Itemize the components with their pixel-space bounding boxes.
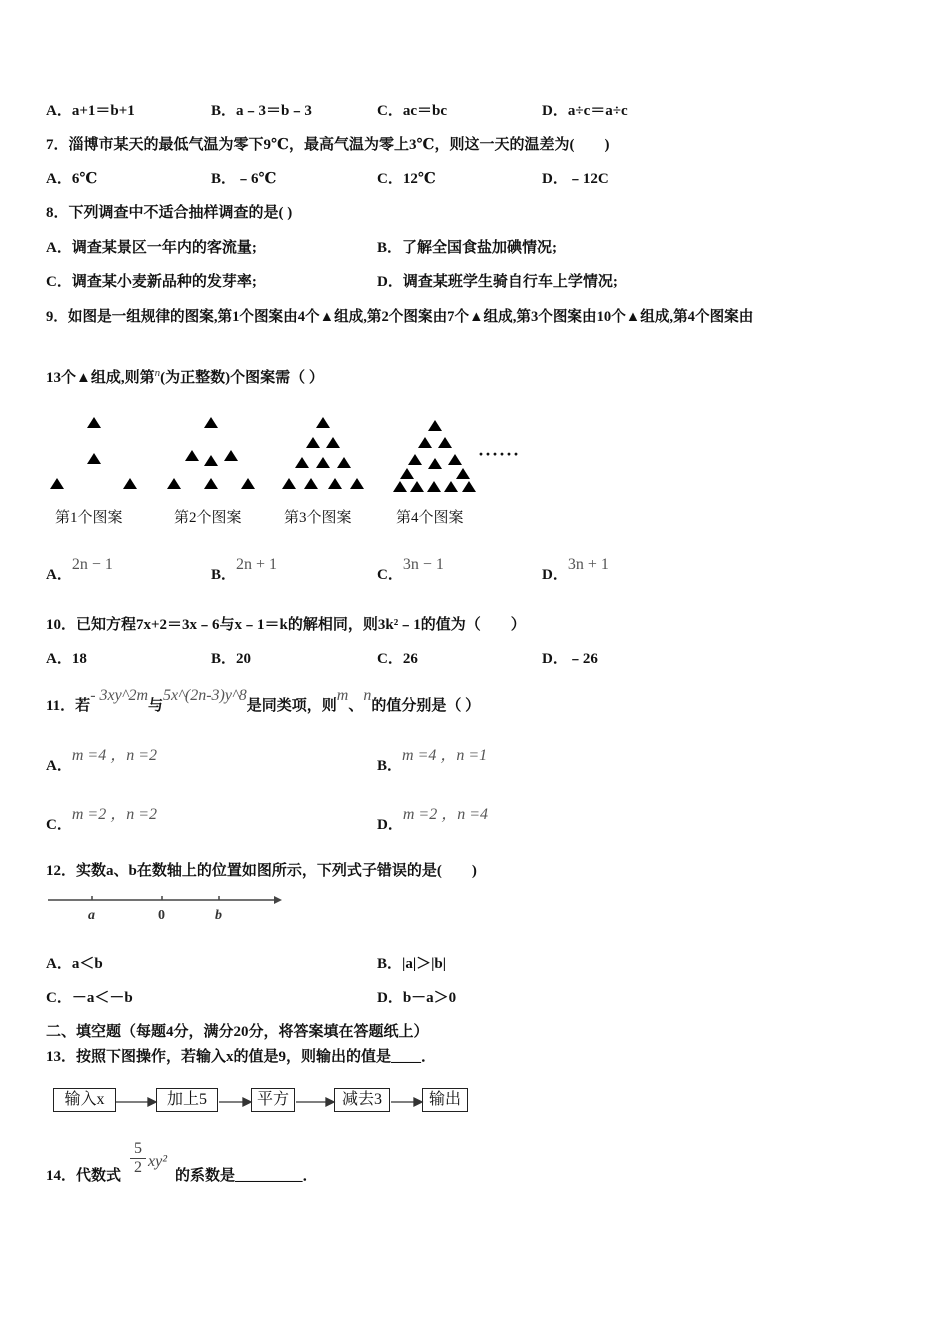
q11-stem: 11．若- 3xy^2m与5x^(2n-3)y^8是同类项，则m、n的值分别是（ ） (46, 687, 481, 714)
flow-box-sub3: 减去3 (334, 1088, 390, 1112)
triangle-icon (418, 437, 432, 448)
triangle-icon (304, 478, 318, 489)
triangle-icon (316, 417, 330, 428)
triangle-icon (306, 437, 320, 448)
triangle-icon (204, 455, 218, 466)
triangle-icon (204, 478, 218, 489)
q8-option-a: A．调查某景区一年内的客流量; (46, 240, 257, 256)
q10-option-d: D．﹣26 (542, 651, 598, 667)
triangle-icon (241, 478, 255, 489)
q10-option-a: A．18 (46, 651, 87, 667)
triangle-icon (224, 450, 238, 461)
q11-option-c: C．m =2 ，n =2 (46, 806, 157, 833)
pattern-caption-4: 第4个图案 (396, 510, 464, 526)
triangle-icon (428, 458, 442, 469)
arrow-right-icon (148, 1098, 156, 1106)
triangle-icon (350, 478, 364, 489)
axis-label-a: a (88, 908, 95, 923)
q14-expression: xy² (148, 1153, 167, 1170)
triangle-icon (50, 478, 64, 489)
triangle-icon (427, 481, 441, 492)
q6-option-a: A．a+1＝b+1 (46, 103, 135, 119)
triangle-icon (438, 437, 452, 448)
q11-term1: - 3xy^2m (90, 687, 149, 704)
triangle-icon (87, 417, 101, 428)
q14-denominator: 2 (130, 1158, 146, 1177)
triangle-icon (87, 453, 101, 464)
q14-fraction (130, 1140, 146, 1177)
triangle-icon (328, 478, 342, 489)
q6-option-c: C．ac＝bc (377, 103, 448, 119)
triangle-icon (204, 417, 218, 428)
q9-option-c: C．3n − 1 (377, 556, 444, 583)
q9-stem-line2: 13个▲组成,则第$^n$(为正整数)个图案需（ ） (46, 367, 324, 386)
q12-option-d: D．b－a＞0 (377, 990, 457, 1006)
flow-box-output: 输出 (422, 1088, 468, 1112)
arrow-right-icon (326, 1098, 334, 1106)
q12-option-a: A．a＜b (46, 956, 103, 972)
flow-box-add5: 加上5 (156, 1088, 218, 1112)
pattern-caption-3: 第3个图案 (284, 510, 352, 526)
q6-option-b: B．a﹣3＝b﹣3 (211, 103, 312, 119)
triangle-icon (456, 468, 470, 479)
flow-arrows (0, 1090, 480, 1114)
flow-box-square: 平方 (251, 1088, 295, 1112)
triangle-icon (410, 481, 424, 492)
flow-box-input: 输入x (53, 1088, 116, 1112)
q11-option-b: B．m =4 ，n =1 (377, 747, 488, 774)
triangle-icon (428, 420, 442, 431)
triangle-icon (462, 481, 476, 492)
pattern-caption-2: 第2个图案 (174, 510, 242, 526)
q12-stem: 12．实数a、b在数轴上的位置如图所示，下列式子错误的是( ) (46, 863, 477, 879)
q11-option-a: A．m =4 ，n =2 (46, 747, 157, 774)
q7-option-d: D．﹣12C (542, 171, 609, 187)
pattern-ellipsis: ······ (478, 444, 521, 464)
q13-stem: 13．按照下图操作，若输入x的值是9，则输出的值是____． (46, 1049, 437, 1065)
q9-stem-line1: 9．如图是一组规律的图案,第1个图案由4个▲组成,第2个图案由7个▲组成,第3个图案由10个▲组成,第4个图案由 (46, 309, 754, 325)
q8-option-d: D．调查某班学生骑自行车上学情况; (377, 274, 618, 290)
q8-option-b: B．了解全国食盐加碘情况; (377, 240, 558, 256)
triangle-icon (337, 457, 351, 468)
triangle-icon (408, 454, 422, 465)
triangle-icon (393, 481, 407, 492)
pattern-caption-1: 第1个图案 (55, 510, 123, 526)
q6-option-d: D．a÷c＝a÷c (542, 103, 628, 119)
triangle-icon (400, 468, 414, 479)
triangle-icon (123, 478, 137, 489)
triangle-icon (448, 454, 462, 465)
q7-stem: 7．淄博市某天的最低气温为零下9℃，最高气温为零上3℃，则这一天的温差为( ) (46, 137, 610, 153)
q12-option-b: B．|a|＞|b| (377, 956, 447, 972)
arrow-right-icon (414, 1098, 422, 1106)
q8-option-c: C．调查某小麦新品种的发芽率; (46, 274, 257, 290)
arrow-right-icon (243, 1098, 251, 1106)
triangle-icon (326, 437, 340, 448)
q7-option-a: A．6℃ (46, 171, 98, 187)
triangle-icon (185, 450, 199, 461)
q14-prefix: 14．代数式 (46, 1168, 122, 1184)
number-line-arrow-icon (274, 896, 282, 904)
q7-option-c: C．12℃ (377, 171, 436, 187)
axis-label-0: 0 (158, 908, 165, 923)
q10-option-c: C．26 (377, 651, 418, 667)
q14-suffix: 的系数是_________． (175, 1168, 318, 1184)
q14-numerator: 5 (134, 1140, 142, 1157)
q12-option-c: C．－a＜－b (46, 990, 133, 1006)
q11-option-d: D．m =2 ，n =4 (377, 806, 488, 833)
triangle-icon (316, 457, 330, 468)
number-line-figure (44, 890, 294, 926)
triangle-icon (282, 478, 296, 489)
triangle-icon (295, 457, 309, 468)
q9-option-b: B．2n + 1 (211, 556, 278, 583)
q10-option-b: B．20 (211, 651, 252, 667)
section2-heading: 二、填空题（每题4分，满分20分，将答案填在答题纸上） (46, 1024, 429, 1040)
q8-stem: 8．下列调查中不适合抽样调查的是( ) (46, 205, 293, 221)
triangle-icon (444, 481, 458, 492)
q9-option-a: A．2n − 1 (46, 556, 113, 583)
q9-option-d: D．3n + 1 (542, 556, 609, 583)
axis-label-b: b (215, 908, 222, 923)
q7-option-b: B．﹣6℃ (211, 171, 277, 187)
q10-stem: 10．已知方程7x+2＝3x﹣6与x﹣1＝k的解相同，则3k²﹣1的值为（ ） (46, 617, 526, 633)
q11-term2: 5x^(2n-3)y^8 (163, 687, 247, 704)
triangle-icon (167, 478, 181, 489)
